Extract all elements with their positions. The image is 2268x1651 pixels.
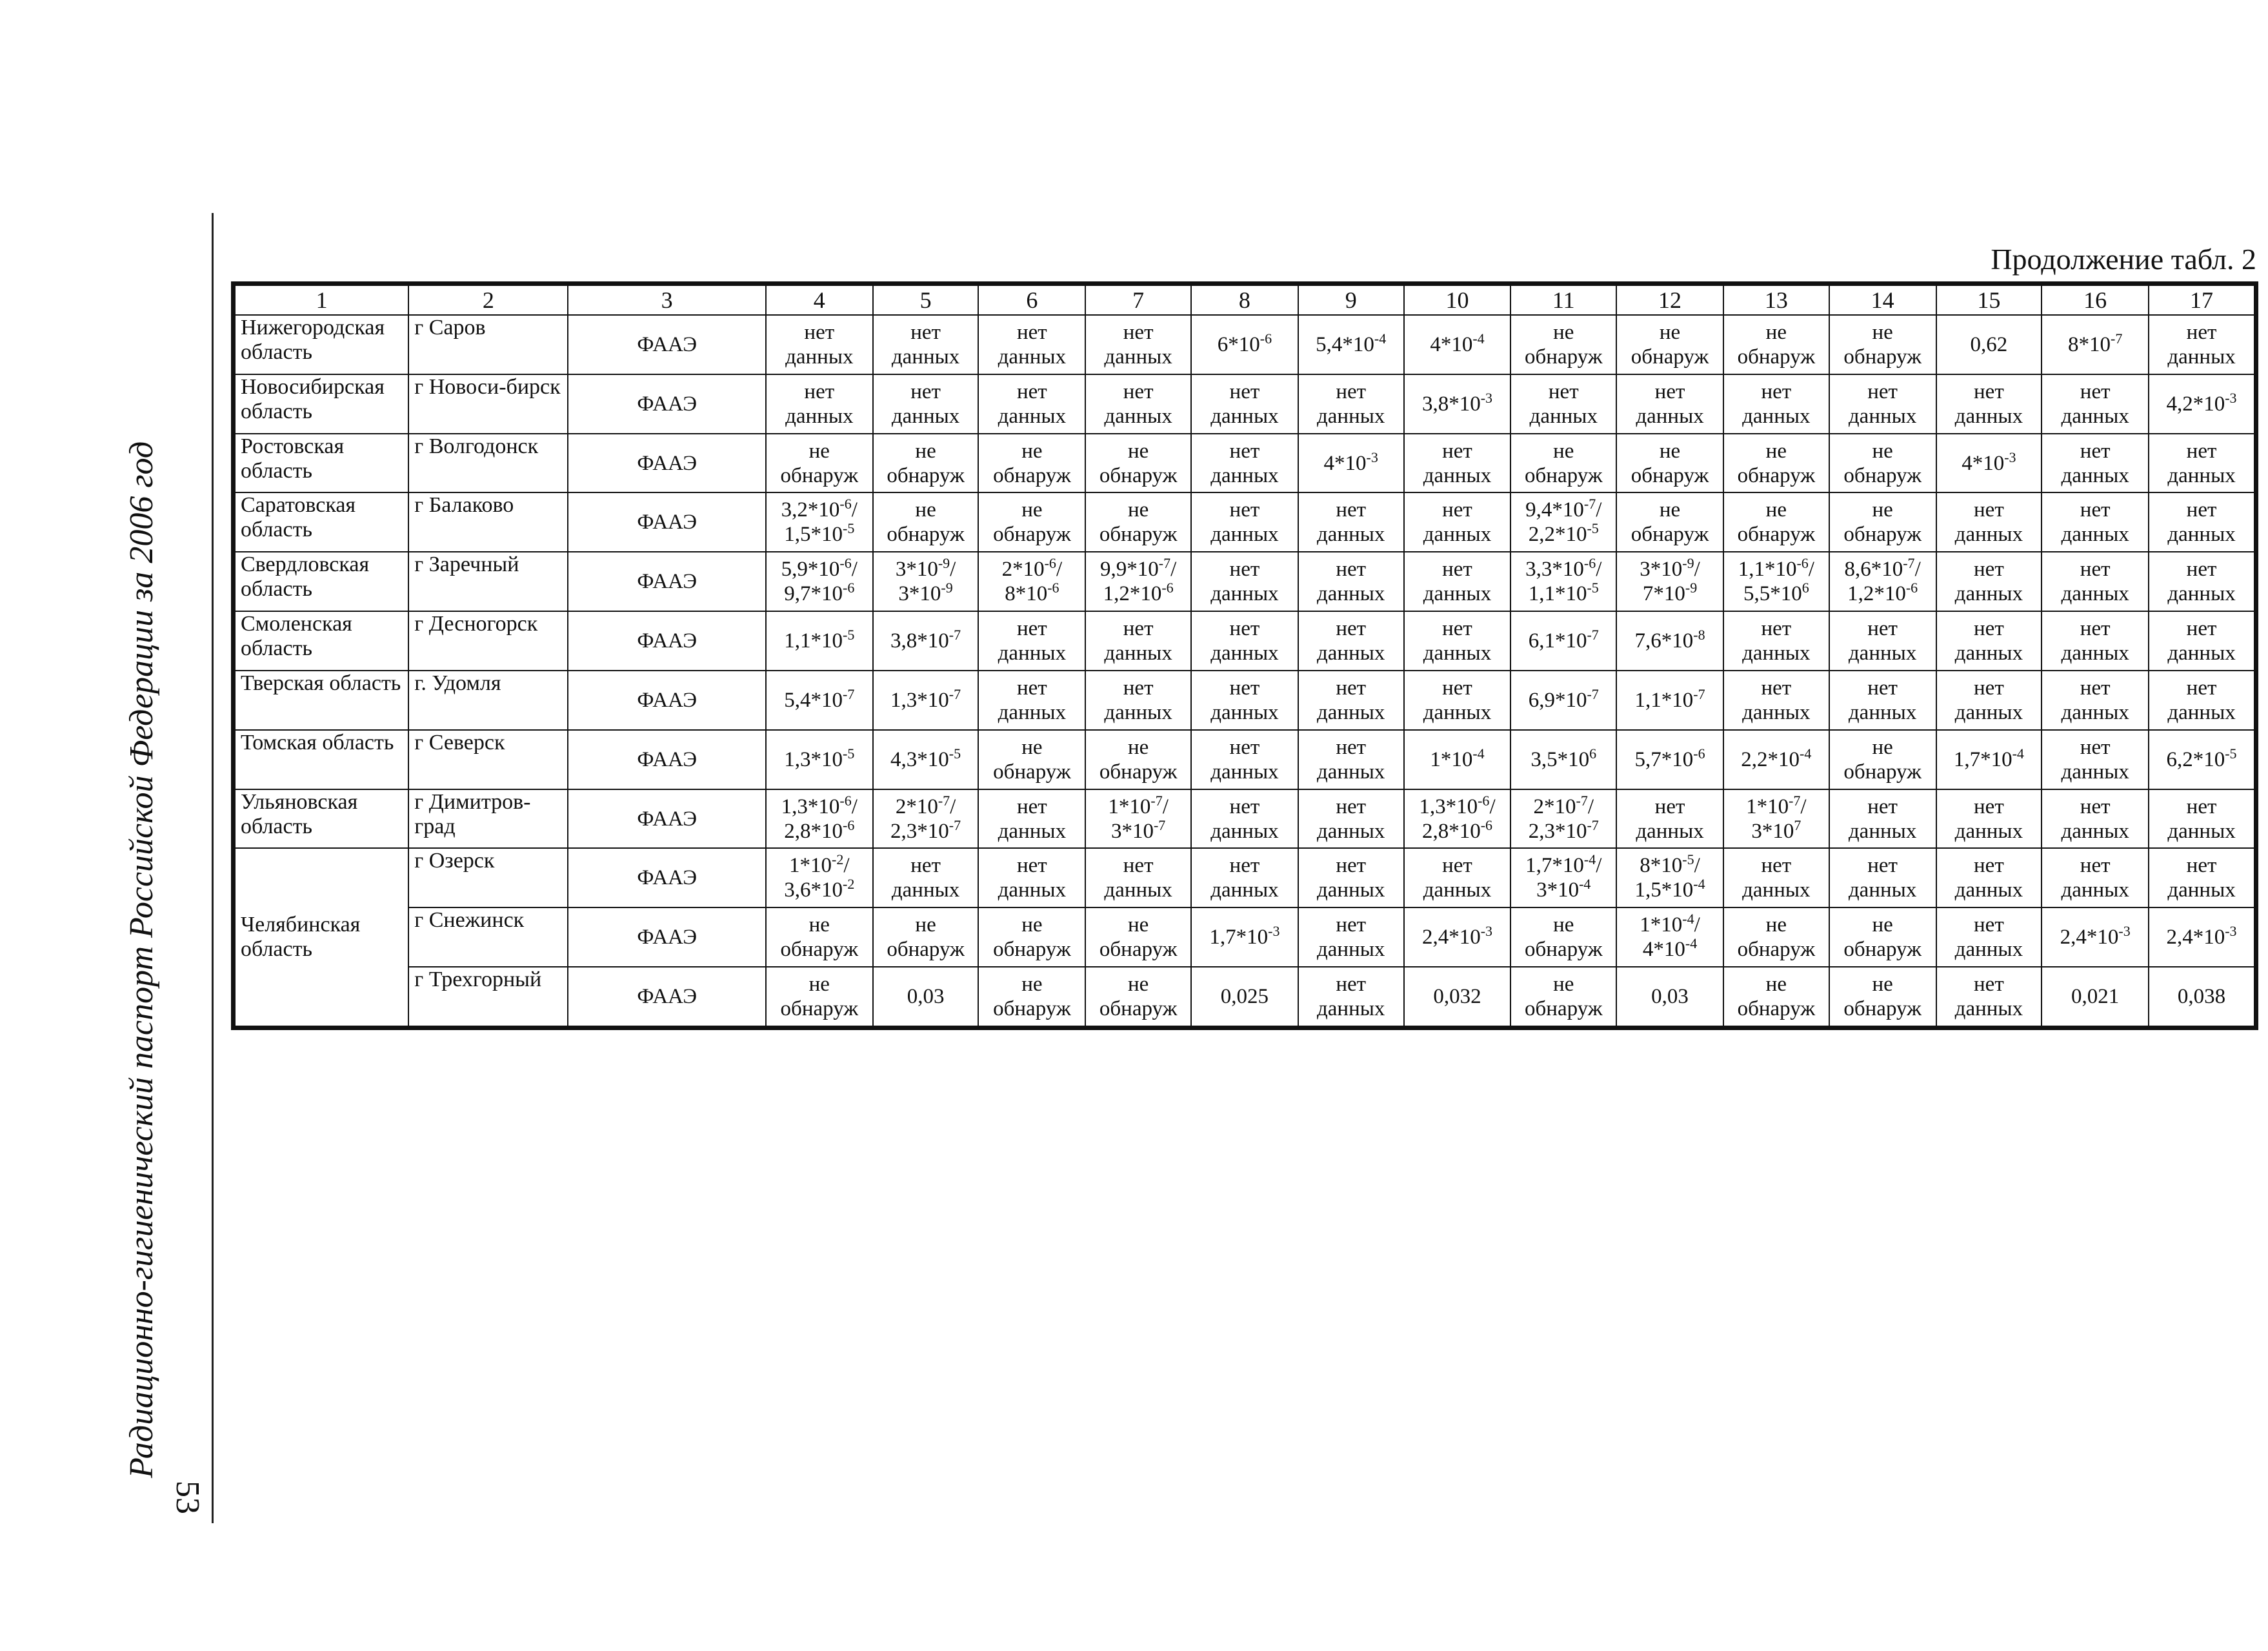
- value-cell: не обнаруж: [1085, 967, 1191, 1026]
- value-cell: $3,8*10^{-7}$: [873, 611, 979, 671]
- value-cell: не обнаруж: [766, 434, 873, 493]
- value-cell: нет данных: [1298, 730, 1404, 789]
- value-cell: нет данных: [1936, 552, 2042, 611]
- city-cell: г Новоси-бирск: [408, 374, 568, 434]
- value-cell: нет данных: [1936, 611, 2042, 671]
- radiation-table: [231, 281, 2258, 1030]
- value-cell: 0,032: [1404, 967, 1511, 1026]
- value-cell: нет данных: [1298, 789, 1404, 849]
- value-cell: нет данных: [1404, 671, 1511, 730]
- value-cell: нет данных: [1191, 434, 1298, 493]
- value-cell: нет данных: [1723, 671, 1829, 730]
- value-cell: нет данных: [1829, 374, 1936, 434]
- value-cell: нет данных: [2149, 492, 2254, 552]
- value-cell: нет данных: [1298, 848, 1404, 907]
- value-cell: не обнаруж: [1085, 434, 1191, 493]
- header-cell: 3: [568, 285, 765, 315]
- table-row: [235, 967, 2254, 1026]
- value-cell: не обнаруж: [1829, 907, 1936, 967]
- value-cell: $1*10^{-7}/$ $3*10^7$: [1723, 789, 1829, 849]
- value-cell: нет данных: [1510, 374, 1616, 434]
- city-cell: г. Удомля: [408, 671, 568, 730]
- value-cell: нет данных: [1829, 611, 1936, 671]
- city-cell: г Заречный: [408, 552, 568, 611]
- value-cell: нет данных: [2042, 374, 2149, 434]
- value-cell: нет данных: [1936, 374, 2042, 434]
- value-cell: не обнаруж: [978, 967, 1085, 1026]
- value-cell: нет данных: [1616, 374, 1723, 434]
- value-cell: нет данных: [1191, 789, 1298, 849]
- value-cell: не обнаруж: [766, 907, 873, 967]
- header-cell: 6: [978, 285, 1085, 315]
- city-cell: г Трехгорный: [408, 967, 568, 1026]
- value-cell: нет данных: [2149, 789, 2254, 849]
- value-cell: нет данных: [2149, 552, 2254, 611]
- organization-cell: ФААЭ: [568, 848, 765, 907]
- value-cell: $2,4*10^{-3}$: [2149, 907, 2254, 967]
- organization-cell: ФААЭ: [568, 730, 765, 789]
- value-cell: нет данных: [2042, 730, 2149, 789]
- value-cell: 0,03: [1616, 967, 1723, 1026]
- value-cell: $5,4*10^{-4}$: [1298, 315, 1404, 374]
- table-row: [235, 789, 2254, 849]
- value-cell: не обнаруж: [1510, 907, 1616, 967]
- value-cell: $1,7*10^{-4}/$ $3*10^{-4}$: [1510, 848, 1616, 907]
- value-cell: нет данных: [873, 374, 979, 434]
- value-cell: $3*10^{-9}/$ $7*10^{-9}$: [1616, 552, 1723, 611]
- region-cell: Ульяновская область: [235, 789, 408, 849]
- page-number: 53: [169, 1481, 206, 1514]
- value-cell: $5,9*10^{-6}/$ $9,7*10^{-6}$: [766, 552, 873, 611]
- value-cell: $1,1*10^{-6}/$ $5,5*10^6$: [1723, 552, 1829, 611]
- value-cell: нет данных: [2042, 611, 2149, 671]
- table-body: [235, 285, 2254, 1026]
- value-cell: $3,8*10^{-3}$: [1404, 374, 1511, 434]
- organization-cell: ФААЭ: [568, 671, 765, 730]
- value-cell: $7,6*10^{-8}$: [1616, 611, 1723, 671]
- value-cell: нет данных: [1191, 552, 1298, 611]
- value-cell: $8*10^{-7}$: [2042, 315, 2149, 374]
- value-cell: $8*10^{-5}/$ $1,5*10^{-4}$: [1616, 848, 1723, 907]
- organization-cell: ФААЭ: [568, 374, 765, 434]
- value-cell: нет данных: [1404, 434, 1511, 493]
- value-cell: нет данных: [1191, 671, 1298, 730]
- value-cell: нет данных: [2149, 848, 2254, 907]
- header-cell: 4: [766, 285, 873, 315]
- header-cell: 5: [873, 285, 979, 315]
- organization-cell: ФААЭ: [568, 967, 765, 1026]
- value-cell: $9,9*10^{-7}/$ $1,2*10^{-6}$: [1085, 552, 1191, 611]
- value-cell: нет данных: [1936, 492, 2042, 552]
- value-cell: нет данных: [1191, 730, 1298, 789]
- value-cell: не обнаруж: [1829, 492, 1936, 552]
- value-cell: $6,9*10^{-7}$: [1510, 671, 1616, 730]
- value-cell: нет данных: [978, 789, 1085, 849]
- value-cell: $1,3*10^{-6}/$ $2,8*10^{-6}$: [766, 789, 873, 849]
- value-cell: нет данных: [1298, 374, 1404, 434]
- organization-cell: ФААЭ: [568, 315, 765, 374]
- value-cell: нет данных: [1085, 315, 1191, 374]
- region-cell: Новосибирская область: [235, 374, 408, 434]
- value-cell: не обнаруж: [1829, 730, 1936, 789]
- value-cell: нет данных: [2042, 492, 2149, 552]
- value-cell: $2*10^{-7}/$ $2,3*10^{-7}$: [1510, 789, 1616, 849]
- table-row: [235, 434, 2254, 493]
- value-cell: нет данных: [2042, 848, 2149, 907]
- value-cell: не обнаруж: [1510, 967, 1616, 1026]
- header-row: [235, 285, 2254, 315]
- value-cell: не обнаруж: [1616, 315, 1723, 374]
- value-cell: не обнаруж: [1829, 315, 1936, 374]
- value-cell: нет данных: [2042, 434, 2149, 493]
- table-caption: Продолжение табл. 2: [1991, 243, 2256, 276]
- header-cell: 9: [1298, 285, 1404, 315]
- value-cell: нет данных: [978, 848, 1085, 907]
- value-cell: не обнаруж: [1616, 434, 1723, 493]
- value-cell: не обнаруж: [1723, 315, 1829, 374]
- value-cell: нет данных: [1191, 374, 1298, 434]
- value-cell: нет данных: [1298, 611, 1404, 671]
- value-cell: нет данных: [1085, 611, 1191, 671]
- value-cell: $1*10^{-4}/$ $4*10^{-4}$: [1616, 907, 1723, 967]
- value-cell: $1,3*10^{-7}$: [873, 671, 979, 730]
- value-cell: не обнаруж: [1723, 492, 1829, 552]
- value-cell: нет данных: [1936, 671, 2042, 730]
- city-cell: г Снежинск: [408, 907, 568, 967]
- value-cell: $9,4*10^{-7}/$ $2,2*10^{-5}$: [1510, 492, 1616, 552]
- value-cell: $4,3*10^{-5}$: [873, 730, 979, 789]
- table-row: [235, 671, 2254, 730]
- value-cell: нет данных: [1298, 492, 1404, 552]
- table-row: [235, 907, 2254, 967]
- value-cell: нет данных: [1298, 967, 1404, 1026]
- value-cell: нет данных: [1191, 848, 1298, 907]
- value-cell: нет данных: [978, 611, 1085, 671]
- header-cell: 16: [2042, 285, 2149, 315]
- value-cell: нет данных: [1298, 671, 1404, 730]
- value-cell: $1*10^{-4}$: [1404, 730, 1511, 789]
- value-cell: нет данных: [1191, 611, 1298, 671]
- value-cell: $1,7*10^{-3}$: [1191, 907, 1298, 967]
- value-cell: не обнаруж: [1085, 907, 1191, 967]
- city-cell: г Десногорск: [408, 611, 568, 671]
- header-cell: 13: [1723, 285, 1829, 315]
- city-cell: г Волгодонск: [408, 434, 568, 493]
- organization-cell: ФААЭ: [568, 434, 765, 493]
- value-cell: нет данных: [1085, 374, 1191, 434]
- value-cell: нет данных: [2042, 789, 2149, 849]
- value-cell: $6,2*10^{-5}$: [2149, 730, 2254, 789]
- value-cell: $3*10^{-9}/$ $3*10^{-9}$: [873, 552, 979, 611]
- table-row: [235, 315, 2254, 374]
- value-cell: не обнаруж: [978, 434, 1085, 493]
- value-cell: нет данных: [1723, 611, 1829, 671]
- header-cell: 8: [1191, 285, 1298, 315]
- running-title: Радиационно-гигиенический паспорт Российской Федерации за 2006 год: [123, 441, 160, 1478]
- header-cell: 17: [2149, 285, 2254, 315]
- value-cell: $4*10^{-4}$: [1404, 315, 1511, 374]
- value-cell: $2,2*10^{-4}$: [1723, 730, 1829, 789]
- value-cell: не обнаруж: [873, 492, 979, 552]
- value-cell: нет данных: [1298, 552, 1404, 611]
- table-row: [235, 552, 2254, 611]
- value-cell: не обнаруж: [1085, 730, 1191, 789]
- value-cell: не обнаруж: [1723, 967, 1829, 1026]
- table-row: [235, 492, 2254, 552]
- region-cell: Тверская область: [235, 671, 408, 730]
- value-cell: нет данных: [1085, 848, 1191, 907]
- value-cell: нет данных: [1404, 848, 1511, 907]
- header-cell: 12: [1616, 285, 1723, 315]
- value-cell: нет данных: [1404, 492, 1511, 552]
- value-cell: нет данных: [1404, 552, 1511, 611]
- value-cell: 0,62: [1936, 315, 2042, 374]
- value-cell: 0,03: [873, 967, 979, 1026]
- value-cell: не обнаруж: [1829, 967, 1936, 1026]
- table-row: [235, 374, 2254, 434]
- value-cell: нет данных: [2042, 671, 2149, 730]
- value-cell: $1,7*10^{-4}$: [1936, 730, 2042, 789]
- value-cell: нет данных: [978, 374, 1085, 434]
- value-cell: нет данных: [2149, 434, 2254, 493]
- value-cell: нет данных: [1936, 848, 2042, 907]
- value-cell: не обнаруж: [873, 434, 979, 493]
- header-cell: 14: [1829, 285, 1936, 315]
- value-cell: $1*10^{-7}/$ $3*10^{-7}$: [1085, 789, 1191, 849]
- value-cell: нет данных: [1936, 907, 2042, 967]
- value-cell: $1,1*10^{-5}$: [766, 611, 873, 671]
- organization-cell: ФААЭ: [568, 492, 765, 552]
- value-cell: 0,021: [2042, 967, 2149, 1026]
- value-cell: $6,1*10^{-7}$: [1510, 611, 1616, 671]
- value-cell: нет данных: [1404, 611, 1511, 671]
- value-cell: нет данных: [1191, 492, 1298, 552]
- value-cell: не обнаруж: [1723, 434, 1829, 493]
- value-cell: нет данных: [978, 671, 1085, 730]
- city-cell: г Саров: [408, 315, 568, 374]
- value-cell: не обнаруж: [1510, 434, 1616, 493]
- margin-rule: [212, 213, 214, 1523]
- value-cell: нет данных: [873, 315, 979, 374]
- value-cell: нет данных: [2042, 552, 2149, 611]
- value-cell: не обнаруж: [1085, 492, 1191, 552]
- value-cell: $4*10^{-3}$: [1298, 434, 1404, 493]
- value-cell: нет данных: [2149, 315, 2254, 374]
- value-cell: нет данных: [1936, 967, 2042, 1026]
- value-cell: не обнаруж: [1616, 492, 1723, 552]
- organization-cell: ФААЭ: [568, 789, 765, 849]
- region-cell: Нижегородская область: [235, 315, 408, 374]
- value-cell: нет данных: [766, 315, 873, 374]
- city-cell: г Балаково: [408, 492, 568, 552]
- value-cell: нет данных: [766, 374, 873, 434]
- city-cell: г Димитров-град: [408, 789, 568, 849]
- value-cell: $2*10^{-7}/$ $2,3*10^{-7}$: [873, 789, 979, 849]
- value-cell: $3,2*10^{-6}/$ $1,5*10^{-5}$: [766, 492, 873, 552]
- value-cell: $6*10^{-6}$: [1191, 315, 1298, 374]
- value-cell: 0,025: [1191, 967, 1298, 1026]
- value-cell: 0,038: [2149, 967, 2254, 1026]
- value-cell: $3,3*10^{-6}/$ $1,1*10^{-5}$: [1510, 552, 1616, 611]
- organization-cell: ФААЭ: [568, 611, 765, 671]
- value-cell: $2*10^{-6}/$ $8*10^{-6}$: [978, 552, 1085, 611]
- value-cell: нет данных: [1829, 671, 1936, 730]
- value-cell: не обнаруж: [978, 492, 1085, 552]
- value-cell: нет данных: [873, 848, 979, 907]
- value-cell: $1,1*10^{-7}$: [1616, 671, 1723, 730]
- value-cell: $2,4*10^{-3}$: [1404, 907, 1511, 967]
- region-cell: Челябинская область: [235, 848, 408, 1026]
- header-cell: 11: [1510, 285, 1616, 315]
- header-cell: 1: [235, 285, 408, 315]
- value-cell: нет данных: [2149, 671, 2254, 730]
- value-cell: $5,7*10^{-6}$: [1616, 730, 1723, 789]
- value-cell: не обнаруж: [978, 907, 1085, 967]
- value-cell: $4,2*10^{-3}$: [2149, 374, 2254, 434]
- value-cell: не обнаруж: [1829, 434, 1936, 493]
- city-cell: г Озерск: [408, 848, 568, 907]
- table-row: [235, 730, 2254, 789]
- value-cell: $2,4*10^{-3}$: [2042, 907, 2149, 967]
- value-cell: нет данных: [1616, 789, 1723, 849]
- region-cell: Ростовская область: [235, 434, 408, 493]
- city-cell: г Северск: [408, 730, 568, 789]
- organization-cell: ФААЭ: [568, 552, 765, 611]
- value-cell: нет данных: [1085, 671, 1191, 730]
- value-cell: нет данных: [1829, 848, 1936, 907]
- value-cell: $1,3*10^{-6}/$ $2,8*10^{-6}$: [1404, 789, 1511, 849]
- value-cell: не обнаруж: [978, 730, 1085, 789]
- value-cell: нет данных: [1298, 907, 1404, 967]
- value-cell: нет данных: [978, 315, 1085, 374]
- page-margin: [123, 213, 213, 1523]
- value-cell: $3,5*10^6$: [1510, 730, 1616, 789]
- value-cell: не обнаруж: [1723, 907, 1829, 967]
- value-cell: $4*10^{-3}$: [1936, 434, 2042, 493]
- value-cell: нет данных: [1723, 848, 1829, 907]
- value-cell: нет данных: [1723, 374, 1829, 434]
- region-cell: Томская область: [235, 730, 408, 789]
- value-cell: $5,4*10^{-7}$: [766, 671, 873, 730]
- value-cell: $8,6*10^{-7}/$ $1,2*10^{-6}$: [1829, 552, 1936, 611]
- value-cell: $1,3*10^{-5}$: [766, 730, 873, 789]
- header-cell: 2: [408, 285, 568, 315]
- region-cell: Смоленская область: [235, 611, 408, 671]
- region-cell: Саратовская область: [235, 492, 408, 552]
- header-cell: 10: [1404, 285, 1511, 315]
- value-cell: нет данных: [1829, 789, 1936, 849]
- value-cell: не обнаруж: [873, 907, 979, 967]
- value-cell: нет данных: [1936, 789, 2042, 849]
- organization-cell: ФААЭ: [568, 907, 765, 967]
- table-row: [235, 848, 2254, 907]
- value-cell: не обнаруж: [1510, 315, 1616, 374]
- value-cell: не обнаруж: [766, 967, 873, 1026]
- region-cell: Свердловская область: [235, 552, 408, 611]
- table-row: [235, 611, 2254, 671]
- header-cell: 7: [1085, 285, 1191, 315]
- value-cell: $1*10^{-2}/$ $3,6*10^{-2}$: [766, 848, 873, 907]
- header-cell: 15: [1936, 285, 2042, 315]
- value-cell: нет данных: [2149, 611, 2254, 671]
